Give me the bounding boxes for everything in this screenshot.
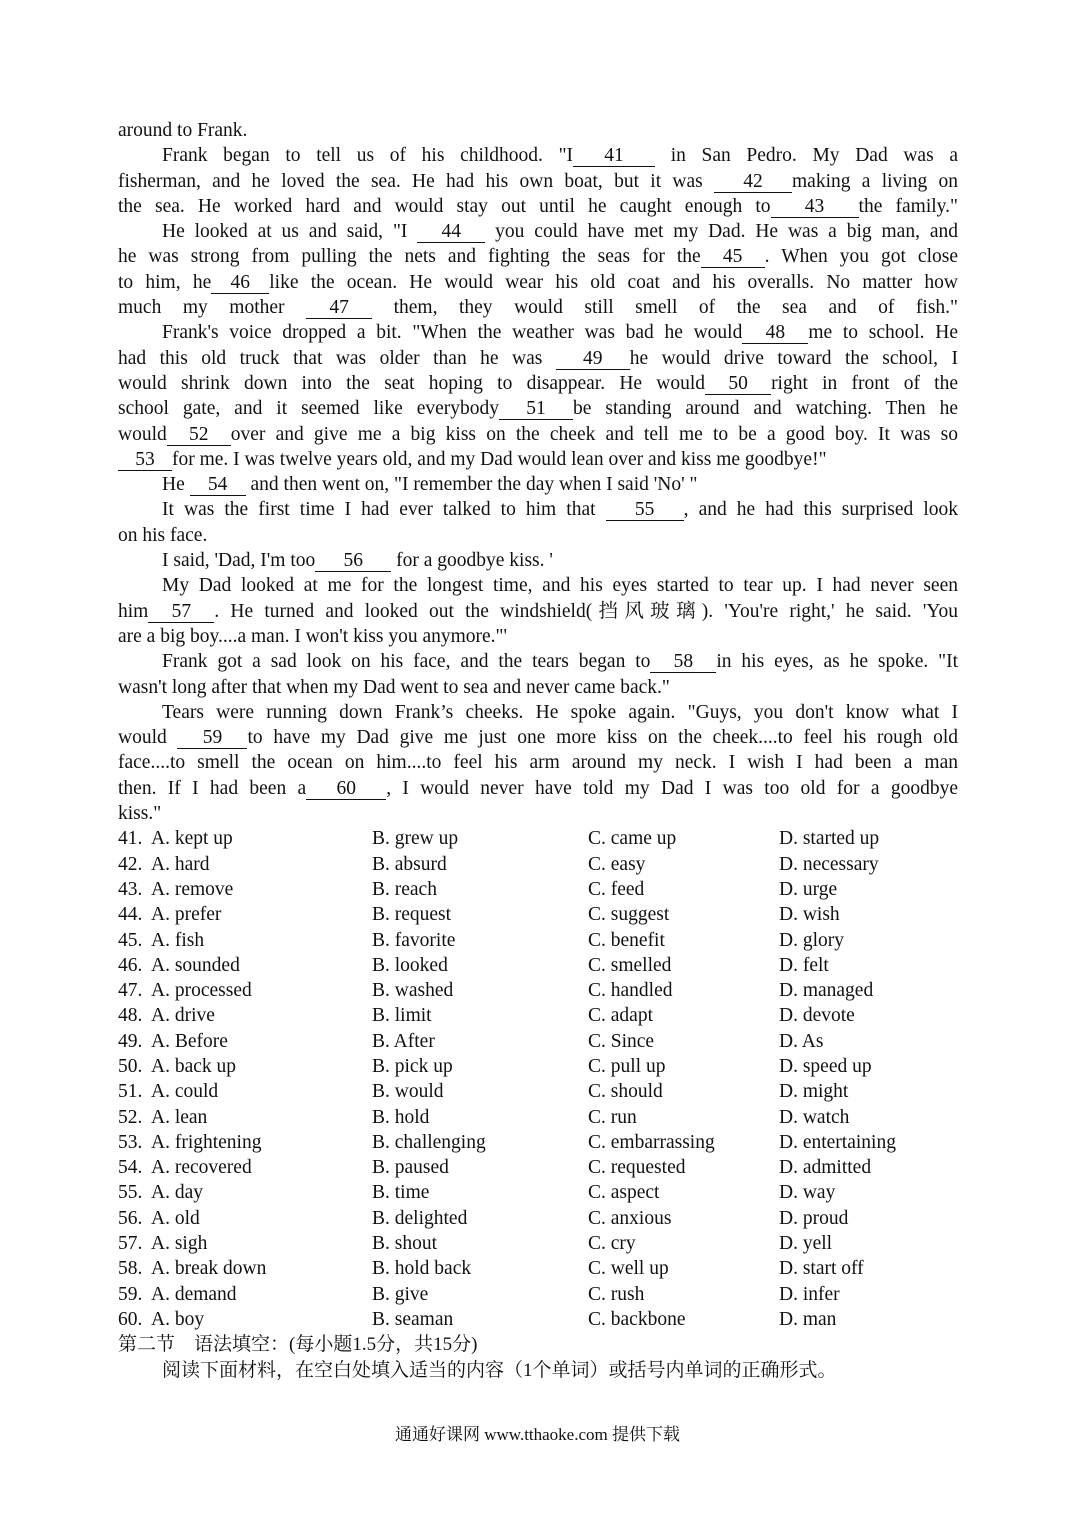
option-d: D. start off	[779, 1258, 864, 1280]
passage-text: I said, 'Dad, I'm too	[162, 550, 316, 572]
passage-text: Frank began to tell us of his childhood. "I	[162, 145, 574, 167]
option-row	[118, 1206, 958, 1231]
option-a: A. day	[151, 1182, 203, 1204]
option-d: D. proud	[779, 1207, 849, 1229]
blank-44: 44	[417, 222, 485, 243]
option-c: C. aspect	[588, 1182, 660, 1204]
blank-45: 45	[701, 247, 765, 268]
option-a: A. sounded	[151, 954, 240, 976]
question-number: 41.	[118, 828, 143, 850]
option-d: D. entertaining	[779, 1131, 896, 1153]
passage-line	[118, 675, 958, 700]
option-c: C. Since	[588, 1030, 655, 1052]
question-number: 43.	[118, 878, 143, 900]
option-b: B. limit	[372, 1005, 432, 1027]
option-row	[118, 1054, 958, 1079]
passage-text: making a living on	[792, 170, 958, 192]
option-b: B. looked	[372, 954, 448, 976]
option-c: C. easy	[588, 853, 646, 875]
option-c: C. suggest	[588, 904, 670, 926]
passage-line	[118, 573, 958, 598]
passage-line	[118, 599, 958, 624]
passage-text: He	[162, 474, 190, 496]
option-a: A. could	[151, 1081, 219, 1103]
passage-line	[118, 422, 958, 447]
passage-text: to have my Dad give me just one more kiss on the cheek....to feel his rough old	[247, 727, 958, 749]
blank-49: 49	[556, 349, 630, 370]
blank-53: 53	[118, 450, 172, 471]
passage-text: He looked at us and said, "I	[162, 221, 418, 243]
passage-text: Tears were running down Frank’s cheeks. He spoke again. "Guys, you don't know what I	[162, 701, 958, 723]
option-b: B. absurd	[372, 853, 447, 875]
document-page	[118, 118, 958, 1383]
passage-text: him	[118, 600, 149, 622]
option-d: D. watch	[779, 1106, 850, 1128]
option-d: D. wish	[779, 904, 840, 926]
blank-57: 57	[148, 602, 214, 623]
option-b: B. shout	[372, 1233, 438, 1255]
blank-58: 58	[650, 652, 716, 673]
passage-text: in San Pedro. My Dad was a	[655, 145, 958, 167]
question-number: 59.	[118, 1283, 143, 1305]
question-number: 48.	[118, 1005, 143, 1027]
question-number: 54.	[118, 1157, 143, 1179]
option-a: A. lean	[151, 1106, 208, 1128]
passage-line	[118, 801, 958, 826]
passage-line	[118, 270, 958, 295]
blank-48: 48	[742, 323, 808, 344]
option-c: C. embarrassing	[588, 1131, 715, 1153]
option-a: A. old	[151, 1207, 200, 1229]
reading-passage	[118, 118, 958, 826]
blank-46: 46	[211, 273, 269, 294]
blank-50: 50	[705, 374, 771, 395]
option-row	[118, 928, 958, 953]
passage-text: much my mother	[118, 297, 307, 319]
passage-line	[118, 624, 958, 649]
option-c: C. handled	[588, 980, 673, 1002]
option-b: B. seaman	[372, 1308, 454, 1330]
option-c: C. feed	[588, 878, 645, 900]
page-footer: 通通好课网 www.tthaoke.com 提供下载	[394, 1425, 681, 1444]
option-d: D. man	[779, 1308, 837, 1330]
option-b: B. favorite	[372, 929, 456, 951]
blank-59: 59	[177, 728, 247, 749]
option-row	[118, 1307, 958, 1332]
option-d: D. managed	[779, 980, 874, 1002]
blank-51: 51	[499, 399, 573, 420]
passage-text: then. If I had been a	[118, 777, 307, 799]
passage-line	[118, 219, 958, 244]
option-b: B. request	[372, 904, 452, 926]
option-row	[118, 1130, 958, 1155]
option-row	[118, 852, 958, 877]
option-c: C. came up	[588, 828, 677, 850]
option-d: D. yell	[779, 1233, 833, 1255]
blank-47: 47	[306, 298, 372, 319]
passage-text: the family."	[858, 195, 958, 217]
option-a: A. processed	[151, 980, 252, 1002]
option-c: C. backbone	[588, 1308, 686, 1330]
passage-text: for me. I was twelve years old, and my Dad would lean over and kiss me goodbye!"	[172, 448, 827, 470]
option-a: A. drive	[151, 1005, 215, 1027]
option-row	[118, 1231, 958, 1256]
question-number: 47.	[118, 980, 143, 1002]
question-number: 58.	[118, 1258, 143, 1280]
question-number: 45.	[118, 929, 143, 951]
passage-line	[118, 244, 958, 269]
question-number: 44.	[118, 904, 143, 926]
option-c: C. adapt	[588, 1005, 653, 1027]
passage-text: school gate, and it seemed like everybody	[118, 398, 499, 420]
option-a: A. kept up	[151, 828, 233, 850]
option-c: C. benefit	[588, 929, 665, 951]
passage-line	[118, 194, 958, 219]
blank-56: 56	[315, 551, 391, 572]
passage-line	[118, 700, 958, 725]
option-a: A. demand	[151, 1283, 237, 1305]
option-b: B. hold back	[372, 1258, 472, 1280]
option-b: B. time	[372, 1182, 430, 1204]
passage-text: , I would never have told my Dad I was too old for a goodbye	[386, 777, 958, 799]
option-d: D. started up	[779, 828, 880, 850]
passage-text: you could have met my Dad. He was a big man, and	[485, 221, 958, 243]
option-d: D. admitted	[779, 1157, 872, 1179]
option-a: A. remove	[151, 878, 234, 900]
question-number: 49.	[118, 1030, 143, 1052]
option-a: A. sigh	[151, 1233, 208, 1255]
option-row	[118, 1256, 958, 1281]
passage-text: would shrink down into the seat hoping to disappear. He would	[118, 372, 706, 394]
option-row	[118, 1105, 958, 1130]
option-c: C. cry	[588, 1233, 636, 1255]
blank-43: 43	[771, 197, 859, 218]
option-d: D. way	[779, 1182, 836, 1204]
passage-line	[118, 472, 958, 497]
passage-line	[118, 346, 958, 371]
passage-line	[118, 523, 958, 548]
passage-text: he would drive toward the school, I	[629, 347, 958, 369]
question-number: 51.	[118, 1081, 143, 1103]
passage-text: are a big boy....a man. I won't kiss you anymore."'	[118, 625, 508, 647]
section-instruction: 阅读下面材料，在空白处填入适当的内容（1个单词）或括号内单词的正确形式。	[162, 1359, 837, 1381]
option-b: B. reach	[372, 878, 437, 900]
passage-text: wasn't long after that when my Dad went to sea and never came back."	[118, 676, 670, 698]
option-d: D. infer	[779, 1283, 840, 1305]
option-c: C. anxious	[588, 1207, 672, 1229]
option-d: D. felt	[779, 954, 829, 976]
passage-line	[118, 497, 958, 522]
option-a: A. Before	[151, 1030, 228, 1052]
option-b: B. would	[372, 1081, 444, 1103]
option-a: A. hard	[151, 853, 210, 875]
option-d: D. As	[779, 1030, 824, 1052]
option-c: C. run	[588, 1106, 637, 1128]
question-number: 53.	[118, 1131, 143, 1153]
passage-text: for a goodbye kiss. '	[391, 550, 553, 572]
question-number: 60.	[118, 1308, 143, 1330]
option-a: A. frightening	[151, 1131, 262, 1153]
option-c: C. requested	[588, 1157, 686, 1179]
question-number: 52.	[118, 1106, 143, 1128]
option-d: D. necessary	[779, 853, 879, 875]
question-number: 57.	[118, 1233, 143, 1255]
option-b: B. delighted	[372, 1207, 468, 1229]
option-a: A. recovered	[151, 1157, 252, 1179]
passage-text: . He turned and looked out the windshield(挡风玻璃). 'You're right,' he said. 'You	[214, 600, 958, 622]
passage-line	[118, 371, 958, 396]
blank-41: 41	[573, 146, 655, 167]
question-number: 42.	[118, 853, 143, 875]
option-row	[118, 877, 958, 902]
passage-line	[118, 776, 958, 801]
option-row	[118, 1029, 958, 1054]
passage-line	[118, 548, 958, 573]
passage-line	[118, 396, 958, 421]
answer-options	[118, 826, 958, 1332]
passage-line	[118, 750, 958, 775]
option-b: B. give	[372, 1283, 429, 1305]
passage-line	[118, 447, 958, 472]
option-d: D. urge	[779, 878, 838, 900]
option-row	[118, 902, 958, 927]
question-number: 55.	[118, 1182, 143, 1204]
passage-text: on his face.	[118, 524, 208, 546]
question-number: 56.	[118, 1207, 143, 1229]
option-c: C. well up	[588, 1258, 669, 1280]
option-b: B. paused	[372, 1157, 449, 1179]
passage-text: . When you got close	[764, 246, 958, 268]
passage-text: like the ocean. He would wear his old coat and his overalls. No matter how	[269, 271, 958, 293]
option-b: B. pick up	[372, 1055, 453, 1077]
option-c: C. should	[588, 1081, 663, 1103]
passage-line	[118, 169, 958, 194]
passage-line	[118, 295, 958, 320]
option-c: C. pull up	[588, 1055, 666, 1077]
option-c: C. rush	[588, 1283, 645, 1305]
passage-text: in his eyes, as he spoke. "It	[716, 651, 958, 673]
passage-line	[118, 143, 958, 168]
passage-text: the sea. He worked hard and would stay out until he caught enough to	[118, 195, 771, 217]
option-b: B. hold	[372, 1106, 430, 1128]
blank-52: 52	[167, 425, 231, 446]
question-number: 50.	[118, 1055, 143, 1077]
passage-text: would	[118, 423, 167, 445]
option-c: C. smelled	[588, 954, 672, 976]
option-a: A. prefer	[151, 904, 222, 926]
passage-text: would	[118, 727, 178, 749]
option-row	[118, 1180, 958, 1205]
option-b: B. washed	[372, 980, 454, 1002]
option-row	[118, 1282, 958, 1307]
blank-42: 42	[714, 172, 792, 193]
passage-text: around to Frank.	[118, 120, 248, 141]
passage-text: right in front of the	[771, 372, 958, 394]
passage-text: face....to smell the ocean on him....to feel his arm around my neck. I wish I had been a man	[118, 752, 958, 774]
section-heading: 第二节 语法填空：(每小题1.5分，共15分)	[118, 1334, 478, 1356]
passage-text: to him, he	[118, 271, 212, 293]
passage-text: and then went on, "I remember the day when I said 'No' "	[245, 474, 698, 496]
option-a: A. break down	[151, 1258, 267, 1280]
passage-text: over and give me a big kiss on the cheek and tell me to be a good boy. It was so	[230, 423, 958, 445]
option-row	[118, 1003, 958, 1028]
passage-text: Frank's voice dropped a bit. "When the weather was bad he would	[162, 322, 743, 344]
passage-text: be standing around and watching. Then he	[573, 398, 958, 420]
option-a: A. fish	[151, 929, 205, 951]
passage-text: My Dad looked at me for the longest time, and his eyes started to tear up. I had never seen	[162, 575, 958, 597]
blank-60: 60	[306, 779, 386, 800]
blank-54: 54	[190, 475, 246, 496]
passage-text: It was the first time I had ever talked to him that	[162, 499, 606, 521]
option-row	[118, 1155, 958, 1180]
blank-55: 55	[606, 500, 684, 521]
option-b: B. grew up	[372, 828, 459, 850]
question-number: 46.	[118, 954, 143, 976]
passage-text: fisherman, and he loved the sea. He had his own boat, but it was	[118, 170, 714, 192]
passage-text: me to school. He	[808, 322, 958, 344]
passage-text: Frank got a sad look on his face, and the tears began to	[162, 651, 651, 673]
option-d: D. glory	[779, 929, 844, 951]
option-row	[118, 826, 958, 851]
passage-line	[118, 320, 958, 345]
option-b: B. challenging	[372, 1131, 486, 1153]
passage-text: had this old truck that was older than he was	[118, 347, 556, 369]
passage-line	[118, 118, 958, 143]
passage-text: he was strong from pulling the nets and fighting the seas for the	[118, 246, 701, 268]
option-d: D. might	[779, 1081, 849, 1103]
passage-text: them, they would still smell of the sea and of fish."	[372, 297, 958, 319]
passage-line	[118, 725, 958, 750]
option-row	[118, 1079, 958, 1104]
option-a: A. back up	[151, 1055, 237, 1077]
passage-text: kiss."	[118, 803, 162, 825]
option-d: D. devote	[779, 1005, 855, 1027]
option-a: A. boy	[151, 1308, 205, 1330]
option-d: D. speed up	[779, 1055, 872, 1077]
passage-text: , and he had this surprised look	[683, 499, 958, 521]
option-row	[118, 978, 958, 1003]
passage-line	[118, 649, 958, 674]
option-b: B. After	[372, 1030, 435, 1052]
option-row	[118, 953, 958, 978]
